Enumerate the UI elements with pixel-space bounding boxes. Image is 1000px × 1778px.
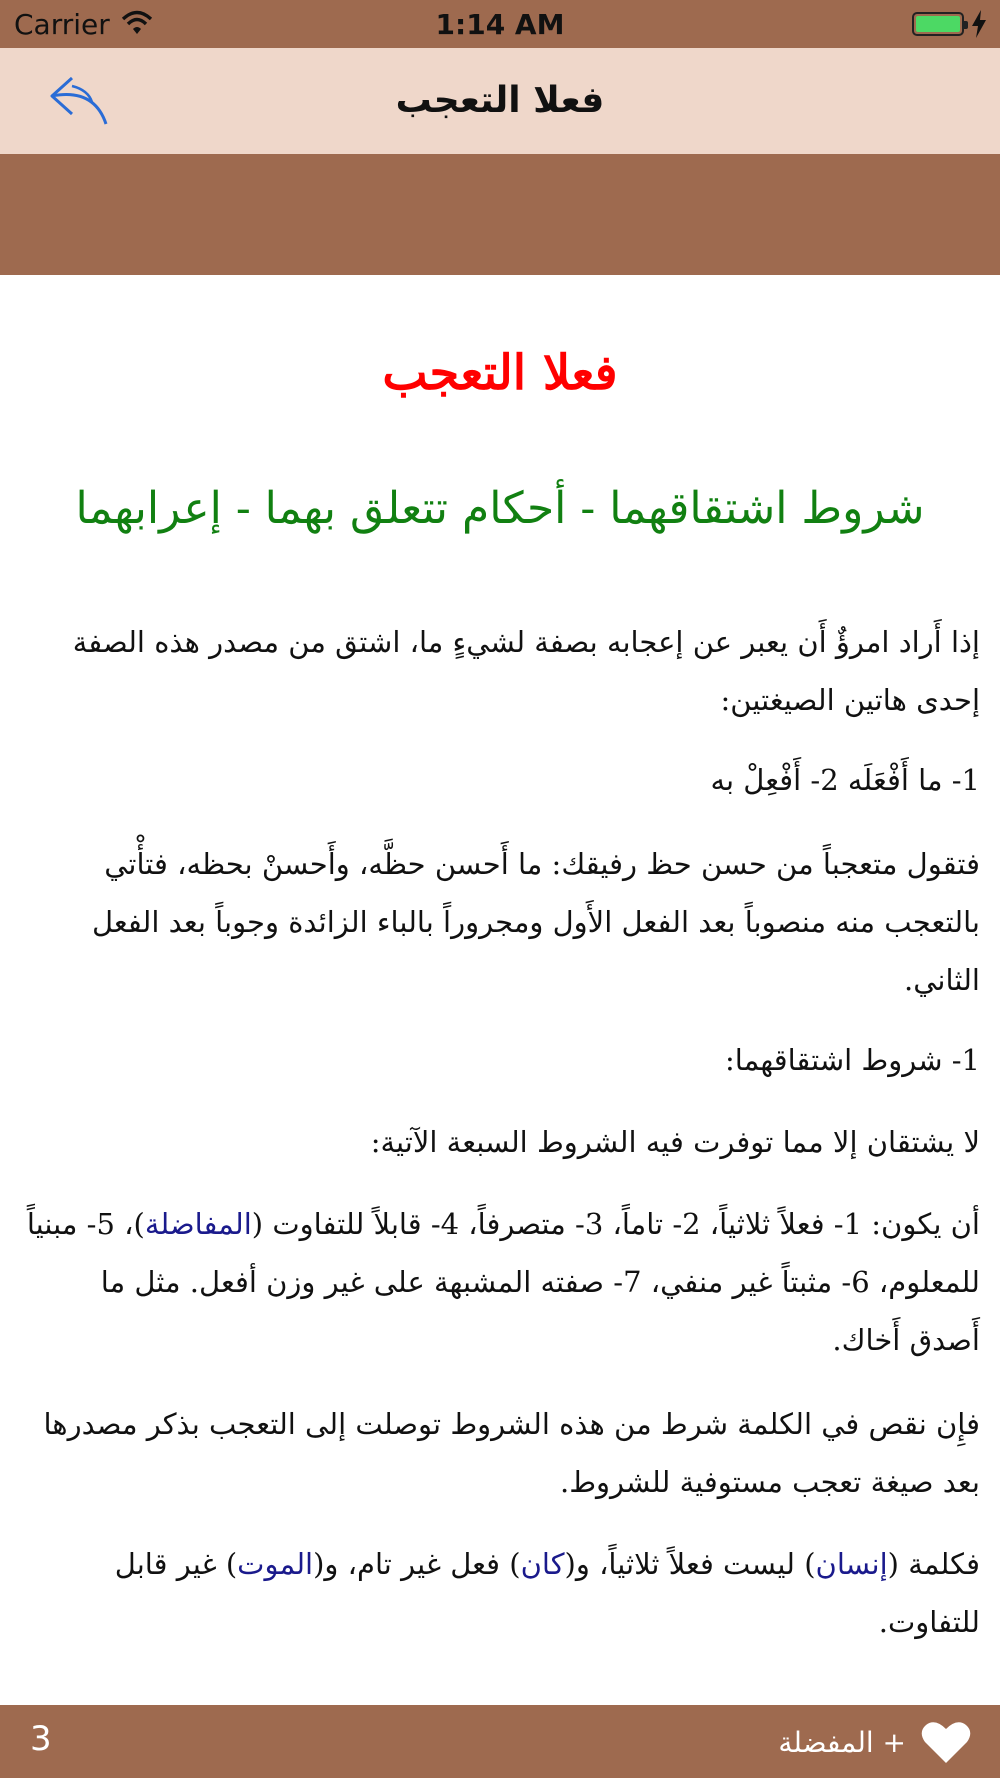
battery-level	[916, 16, 960, 32]
add-to-favorites-button[interactable]	[778, 1713, 972, 1771]
paragraph-1: إذا أَراد امرؤٌ أَن يعبر عن إعجابه بصفة لشيءٍ ما، اشتق من مصدر هذه الصفة إحدى هاتين الصيغتين:	[72, 625, 980, 717]
heart-icon	[920, 1719, 972, 1765]
status-bar	[0, 0, 1000, 48]
header-band	[0, 154, 1000, 275]
paragraph-6	[22, 1195, 980, 1369]
page-number: 3	[30, 1719, 52, 1759]
page-title: فعلا التعجب	[395, 80, 605, 121]
favorites-label: + المفضلة	[778, 1725, 906, 1759]
article-content	[0, 275, 1000, 1705]
article-heading: فعلا التعجب	[382, 345, 618, 401]
paragraph-4: 1- شروط اشتقاقهما:	[724, 1043, 980, 1077]
paragraph-8	[22, 1535, 980, 1651]
term-link-kana[interactable]: كان	[520, 1547, 565, 1581]
paragraph-5: لا يشتقان إلا مما توفرت فيه الشروط السبعة الآتية:	[370, 1125, 980, 1159]
navigation-bar	[0, 48, 1000, 154]
paragraph-2: 1- ما أَفْعَلَه 2- أَفْعِلْ به	[710, 763, 980, 797]
paragraph-3: فتقول متعجباً من حسن حظ رفيقك: ما أَحسن حظَّه، وأَحسنْ بحظه، فتأْتي بالتعجب منه منصوباً بعد الفعل الأَول ومجروراً بالباء الزائدة وجوباً بعد الفعل الثاني.	[91, 847, 980, 997]
paragraph-8-text-2: ) ليست فعلاً ثلاثياً، و(	[564, 1547, 816, 1581]
carrier-label: Carrier	[14, 8, 110, 41]
paragraph-6-text-2: )، 5- مبنياً للمعلوم، 6- مثبتاً غير منفي، 7- صفته المشبهة على غير وزن أفعل. مثل ما أَصدق أَخاك.	[26, 1207, 980, 1357]
paragraph-8-text-1: فكلمة (	[887, 1547, 980, 1581]
paragraph-7: فإِن نقص في الكلمة شرط من هذه الشروط توصلت إلى التعجب بذكر مصدرها بعد صيغة تعجب مستوفية للشروط.	[43, 1407, 980, 1499]
charging-bolt-icon	[970, 10, 988, 38]
paragraph-6-text-1: أن يكون: 1- فعلاً ثلاثياً، 2- تاماً، 3- متصرفاً، 4- قابلاً للتفاوت (	[251, 1207, 980, 1241]
bottom-toolbar	[0, 1705, 1000, 1778]
term-link-mawt[interactable]: الموت	[237, 1547, 314, 1581]
term-link-insan[interactable]: إنسان	[815, 1547, 888, 1581]
paragraph-8-text-4: ) غير قابل للتفاوت.	[114, 1547, 980, 1639]
clock: 1:14 AM	[435, 8, 565, 41]
term-link-mufadala[interactable]: المفاضلة	[144, 1207, 252, 1241]
paragraph-8-text-3: ) فعل غير تام، و(	[313, 1547, 521, 1581]
battery-icon	[912, 12, 964, 36]
battery-nub	[964, 21, 968, 29]
article-subheading: شروط اشتقاقهما - أحكام تتعلق بهما - إعرابهما	[75, 483, 925, 534]
